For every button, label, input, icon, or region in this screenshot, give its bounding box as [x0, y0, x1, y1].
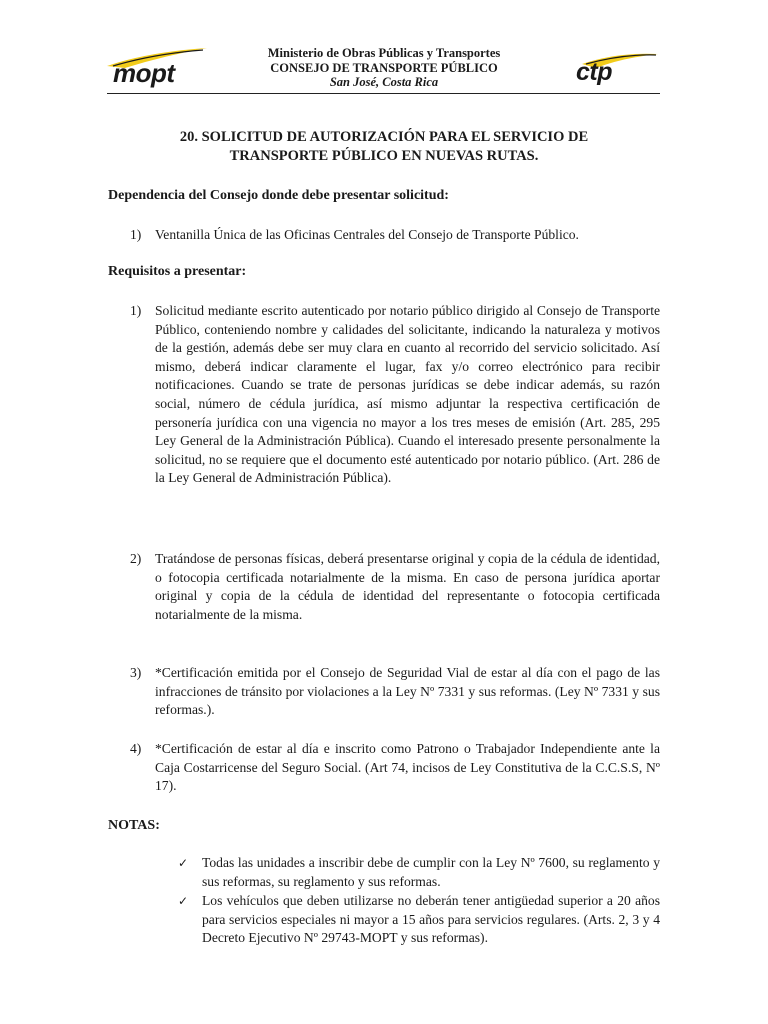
item-number: 3) [130, 665, 142, 680]
title-line-1: 20. SOLICITUD DE AUTORIZACIÓN PARA EL SERVICIO DE [179, 129, 589, 145]
note-text: Los vehículos que deben utilizarse no deberán tener antigüedad superior a 20 años para servicios especiales ni mayor a 15 años para servicios regulares. (Arts. 2, 3 y 4 Decreto Ejecutivo Nº 29743-MOPT y sus reformas). [202, 893, 660, 946]
checkmark-icon: ✓ [178, 894, 189, 908]
ministry-name: Ministerio de Obras Públicas y Transportes [267, 46, 501, 60]
note-item [178, 892, 660, 948]
note-text: Todas las unidades a inscribir debe de cumplir con la Ley Nº 7600, su reglamento y sus reformas, su reglamento y sus reformas. [202, 855, 660, 889]
note-item [178, 854, 660, 891]
dependency-item [130, 226, 660, 245]
requirement-item [130, 740, 660, 796]
requirements-heading: Requisitos a presentar: [108, 264, 247, 279]
requirement-item [130, 302, 660, 488]
title-line-2: TRANSPORTE PÚBLICO EN NUEVAS RUTAS. [229, 148, 539, 164]
item-text: Solicitud mediante escrito autenticado por notario público dirigido al Consejo de Transporte Público, conteniendo nombre y calidades del solicitante, indicando la naturaleza y motivos de la gestión, además debe ser muy clara en cuanto al recorrido del servicio solicitado. Así mismo, deberá indicar claramente el lugar, fax y/o correo electrónico para recibir notificaciones. Cuando se trate de personas jurídicas se debe indicar además, su razón social, número de cédula jurídica, así mismo adjuntar la respectiva certificación de personería jurídica con una vigencia no mayor a los tres meses de emisión (Art. 285, 295 Ley General de la Administración Pública). Cuando el interesado presente personalmente la solicitud, no se requiere que el documento esté autenticado por notario público. (Art. 286 de la Ley General de Administración Pública). [155, 303, 660, 486]
item-number: 1) [130, 227, 142, 242]
document-title [110, 128, 658, 166]
letterhead [210, 46, 558, 90]
item-text: Ventanilla Única de las Oficinas Centrales del Consejo de Transporte Público. [155, 227, 579, 242]
council-name: CONSEJO DE TRANSPORTE PÚBLICO [270, 60, 498, 75]
dependency-heading: Dependencia del Consejo donde debe presentar solicitud: [108, 188, 449, 203]
item-number: 2) [130, 551, 142, 566]
mopt-logo [103, 44, 213, 90]
item-number: 1) [130, 303, 142, 318]
item-text: *Certificación de estar al día e inscrito como Patrono o Trabajador Independiente ante la Caja Costarricense del Seguro Social. (Art 74, incisos de Ley Constitutiva de la C.C.S.S, Nº 17). [155, 741, 660, 794]
ctp-logo [562, 48, 662, 90]
item-number: 4) [130, 741, 142, 756]
item-text: *Certificación emitida por el Consejo de Seguridad Vial de estar al día con el pago de las infracciones de tránsito por violaciones a la Ley Nº 7331 y sus reformas. (Ley Nº 7331 y sus reformas.). [155, 665, 660, 718]
notes-heading: NOTAS: [108, 818, 160, 833]
header-divider [107, 93, 660, 94]
mopt-logo-text: mopt [113, 58, 175, 88]
location: San José, Costa Rica [329, 75, 439, 89]
item-text: Tratándose de personas físicas, deberá presentarse original y copia de la cédula de identidad, o fotocopia certificada notarialmente de la misma. En caso de persona jurídica aportar original y copia de la cédula de identidad del representante o fotocopia certificada notarialmente de la misma. [155, 551, 660, 622]
requirement-item [130, 550, 660, 624]
ctp-logo-text: ctp [576, 58, 612, 86]
requirement-item [130, 664, 660, 720]
checkmark-icon: ✓ [178, 856, 189, 870]
